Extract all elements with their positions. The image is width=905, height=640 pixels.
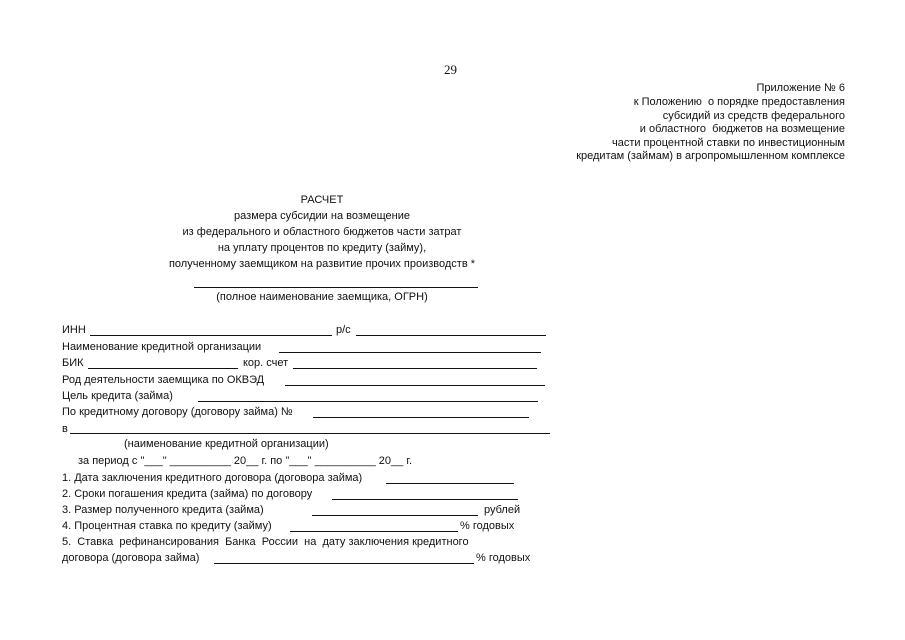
purpose-field[interactable] [198, 401, 538, 402]
rs-label: р/с [336, 324, 351, 336]
item-5-label: 5. Ставка рефинансирования Банка России на дату заключения кредитного [62, 536, 469, 548]
credit-org-label: Наименование кредитной организации [62, 341, 262, 353]
item-3-unit: рублей [484, 504, 521, 516]
contract-no-label: По кредитному договору (договору займа) № [62, 406, 293, 418]
credit-org-field[interactable] [279, 352, 541, 353]
contract-no-field[interactable] [313, 417, 529, 418]
item-1-field[interactable] [386, 483, 514, 484]
v-label: в [62, 423, 68, 435]
item-4-field[interactable] [290, 531, 458, 532]
kor-schet-field[interactable] [293, 368, 537, 369]
item-2-label: 2. Сроки погашения кредита (займа) по договору [62, 488, 313, 500]
title-line: на уплату процентов по кредиту (займу), [217, 242, 427, 254]
title-line: из федерального и областного бюджетов части затрат [182, 226, 462, 238]
appendix-line: субсидий из средств федерального [662, 110, 845, 122]
period-line[interactable]: за период с "___" __________ 20__ г. по "___" __________ 20__ г. [78, 455, 413, 467]
purpose-label: Цель кредита (займа) [62, 390, 173, 402]
item-3-field[interactable] [312, 515, 478, 516]
item-1-label: 1. Дата заключения кредитного договора (договора займа) [62, 472, 363, 484]
title-line: РАСЧЕТ [300, 194, 344, 206]
appendix-line: кредитам (займам) в агропромышленном комплексе [576, 150, 845, 162]
borrower-name-line[interactable] [194, 287, 478, 288]
item-5-label-cont: договора (договора займа) [62, 552, 200, 564]
borrower-caption: (полное наименование заемщика, ОГРН) [216, 291, 428, 303]
rs-field[interactable] [356, 335, 546, 336]
inn-label: ИНН [62, 324, 86, 336]
title-line: полученному заемщиком на развитие прочих производств * [168, 258, 476, 270]
inn-field[interactable] [90, 335, 332, 336]
item-4-label: 4. Процентная ставка по кредиту (займу) [62, 520, 272, 532]
item-5-field[interactable] [214, 563, 474, 564]
item-2-field[interactable] [332, 499, 518, 500]
item-5-unit: % годовых [476, 552, 531, 564]
okved-field[interactable] [285, 385, 545, 386]
appendix-line: части процентной ставки по инвестиционным [611, 137, 845, 149]
page-number: 29 [444, 62, 457, 77]
bik-field[interactable] [88, 368, 238, 369]
title-line: размера субсидии на возмещение [234, 210, 410, 222]
credit-org-name-field[interactable] [70, 433, 550, 434]
item-3-label: 3. Размер полученного кредита (займа) [62, 504, 264, 516]
appendix-line: Приложение № 6 [756, 82, 845, 94]
credit-org-caption: (наименование кредитной организации) [124, 438, 329, 450]
appendix-line: и областного бюджетов на возмещение [639, 123, 845, 135]
item-4-unit: % годовых [460, 520, 515, 532]
bik-label: БИК [62, 357, 84, 369]
okved-label: Род деятельности заемщика по ОКВЭД [62, 374, 265, 386]
appendix-line: к Положению о порядке предоставления [633, 96, 845, 108]
kor-schet-label: кор. счет [243, 357, 289, 369]
